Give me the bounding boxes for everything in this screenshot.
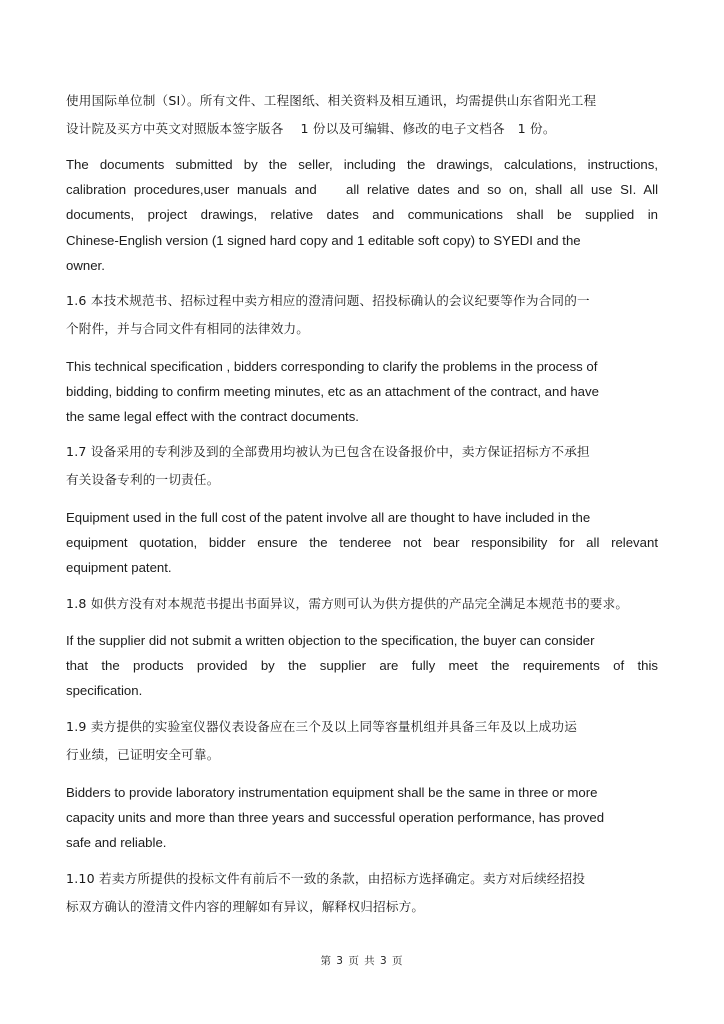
clause-1-9-en <box>66 780 658 856</box>
text-line: This technical specification , bidders corresponding to clarify the problems in the process of <box>66 359 598 374</box>
clause-1-10-cn <box>66 865 658 921</box>
text-line: If the supplier did not submit a written objection to the specification, the buyer can consider <box>66 633 595 648</box>
text-line: Equipment used in the full cost of the patent involve all are thought to have included in the <box>66 510 591 525</box>
text-line: 有关设备专利的一切责任。 <box>66 472 220 487</box>
si-paragraph-en <box>66 152 658 278</box>
text-line: equipment patent. <box>66 560 172 576</box>
clause-1-6-cn <box>66 287 658 343</box>
clause-1-7-en <box>66 505 658 581</box>
text-line: owner. <box>66 257 105 273</box>
text-line: 标双方确认的澄清文件内容的理解如有异议，解释权归招标方。 <box>66 899 425 914</box>
text-line: 设计院及买方中英文对照版本签字版各 1 份以及可编辑、修改的电子文档各 1 份。 <box>66 121 556 136</box>
text-line: specification. <box>66 683 143 699</box>
text-line: capacity units and more than three years and successful operation performance, has proved <box>66 810 605 826</box>
text-line: Bidders to provide laboratory instrumentation equipment shall be the same in three or more <box>66 785 598 800</box>
text-line: 个附件，并与合同文件有相同的法律效力。 <box>66 321 310 336</box>
text-line: calibration procedures,user manuals and all relative dates and so on, shall all use SI. All <box>66 182 658 198</box>
text-line: equipment quotation, bidder ensure the tenderee not bear responsibility for all relevant <box>66 535 658 551</box>
clause-1-6-en <box>66 354 658 430</box>
text-line: the same legal effect with the contract documents. <box>66 409 359 425</box>
text-line: bidding, bidding to confirm meeting minutes, etc as an attachment of the contract, and have <box>66 384 599 400</box>
text-line: 行业绩，已证明安全可靠。 <box>66 747 220 762</box>
clause-1-8-cn <box>66 590 658 618</box>
text-line: Chinese-English version (1 signed hard copy and 1 editable soft copy) to SYEDI and the <box>66 232 581 248</box>
text-line: 1.6 本技术规范书、招标过程中卖方相应的澄清问题、招投标确认的会议纪要等作为合同的一 <box>66 293 590 308</box>
page-number-footer: 第 3 页 共 3 页 <box>320 955 404 967</box>
clause-1-7-cn <box>66 438 658 494</box>
text-line: 1.8 如供方没有对本规范书提出书面异议，需方则可认为供方提供的产品完全满足本规范书的要求。 <box>66 596 629 611</box>
clause-1-8-en <box>66 628 658 704</box>
text-line: that the products provided by the supplier are fully meet the requirements of this <box>66 658 658 674</box>
clause-1-9-cn <box>66 713 658 769</box>
text-line: 1.9 卖方提供的实验室仪器仪表设备应在三个及以上同等容量机组并具备三年及以上成功运 <box>66 719 577 734</box>
si-paragraph-cn <box>66 87 658 143</box>
text-line: 1.7 设备采用的专利涉及到的全部费用均被认为已包含在设备报价中，卖方保证招标方不承担 <box>66 444 590 459</box>
text-line: 使用国际单位制（SI）。所有文件、工程图纸、相关资料及相互通讯，均需提供山东省阳光工程 <box>66 93 597 108</box>
text-line: documents, project drawings, relative dates and communications shall be supplied in <box>66 207 658 223</box>
text-line: 1.10 若卖方所提供的投标文件有前后不一致的条款，由招标方选择确定。卖方对后续经招投 <box>66 871 586 886</box>
text-line: safe and reliable. <box>66 835 167 851</box>
text-line: The documents submitted by the seller, including the drawings, calculations, instructions, <box>66 157 658 172</box>
